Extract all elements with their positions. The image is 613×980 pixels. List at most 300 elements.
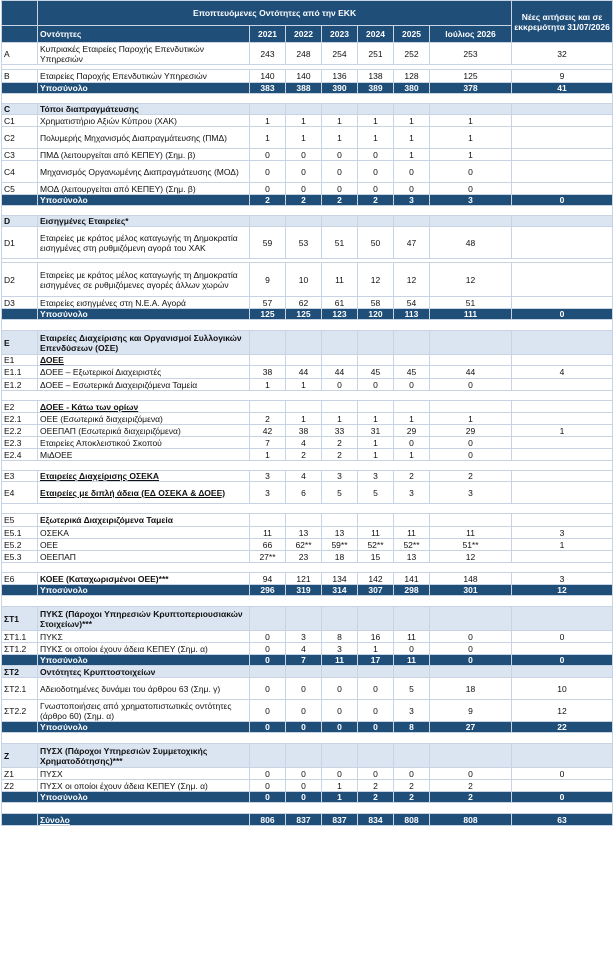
row-label: ΔΟΕΕ – Εξωτερικοί Διαχειριστές xyxy=(38,366,250,379)
row-code: E3 xyxy=(2,471,38,482)
year-value: 3 xyxy=(250,471,286,482)
row-label: Υποσύνολο xyxy=(38,792,250,803)
row-code: E5 xyxy=(2,514,38,527)
new-applications-value xyxy=(512,331,613,355)
year-value: 252 xyxy=(394,43,430,65)
year-value: 0 xyxy=(358,678,394,700)
year-value: 2 xyxy=(358,780,394,792)
row-label: Εισηγμένες Εταιρείες* xyxy=(38,216,250,227)
row-label: ΠΥΚΣ (Πάροχοι Υπηρεσιών Κρυπτοπεριουσιακών Στοιχείων)*** xyxy=(38,607,250,631)
row-code: E2.2 xyxy=(2,425,38,437)
year-value: 1 xyxy=(322,115,358,127)
year-value xyxy=(250,514,286,527)
row-code: C2 xyxy=(2,127,38,149)
year-value: 0 xyxy=(286,183,322,195)
year-value: 2 xyxy=(286,449,322,461)
year-value xyxy=(430,744,512,768)
year-value: 0 xyxy=(286,722,322,733)
row-label: ΟΣΕΚΑ xyxy=(38,527,250,539)
row-code: E4 xyxy=(2,482,38,504)
row-label: Υποσύνολο xyxy=(38,83,250,94)
year-value: 0 xyxy=(358,700,394,722)
year-value: 0 xyxy=(250,149,286,161)
year-value: 15 xyxy=(358,551,394,563)
table-row xyxy=(2,149,613,161)
table-row xyxy=(2,366,613,379)
year-value xyxy=(250,104,286,115)
year-value: 1 xyxy=(394,449,430,461)
year-value xyxy=(430,401,512,413)
year-value: 1 xyxy=(358,643,394,655)
row-code: E5.3 xyxy=(2,551,38,563)
row-code: E2.1 xyxy=(2,413,38,425)
year-header: 2021 xyxy=(250,26,286,43)
row-code: C1 xyxy=(2,115,38,127)
row-code: E2 xyxy=(2,401,38,413)
new-applications-value: 1 xyxy=(512,425,613,437)
year-header: 2023 xyxy=(322,26,358,43)
row-label: Εξωτερικά Διαχειριζόμενα Ταμεία xyxy=(38,514,250,527)
section-row xyxy=(2,216,613,227)
table-row xyxy=(2,425,613,437)
year-value: 390 xyxy=(322,83,358,94)
year-value: 38 xyxy=(250,366,286,379)
new-applications-value xyxy=(512,183,613,195)
year-value: 307 xyxy=(358,585,394,596)
year-value xyxy=(250,607,286,631)
year-value: 0 xyxy=(250,183,286,195)
year-value: 1 xyxy=(250,115,286,127)
row-code xyxy=(2,195,38,206)
year-value: 808 xyxy=(430,814,512,826)
table-row xyxy=(2,263,613,297)
row-label: Εταιρείες Διαχείρισης ΟΣΕΚΑ xyxy=(38,471,250,482)
year-value: 1 xyxy=(394,149,430,161)
year-value: 11 xyxy=(358,527,394,539)
year-value: 12 xyxy=(430,551,512,563)
year-value: 52** xyxy=(394,539,430,551)
new-applications-value xyxy=(512,401,613,413)
year-value: 44 xyxy=(430,366,512,379)
year-value xyxy=(322,331,358,355)
table-row xyxy=(2,449,613,461)
row-label: Υποσύνολο xyxy=(38,585,250,596)
new-applications-value: 0 xyxy=(512,768,613,780)
year-value: 1 xyxy=(286,413,322,425)
row-label: Υποσύνολο xyxy=(38,195,250,206)
new-applications-value xyxy=(512,115,613,127)
year-value: 0 xyxy=(430,655,512,666)
year-value: 0 xyxy=(286,700,322,722)
table-row xyxy=(2,527,613,539)
year-value: 11 xyxy=(394,655,430,666)
row-label: ΠΥΚΣ xyxy=(38,631,250,643)
row-label: Οντότητες Κρυπτοστοιχείων xyxy=(38,666,250,678)
year-value: 0 xyxy=(250,780,286,792)
year-value xyxy=(358,355,394,366)
year-value: 0 xyxy=(322,678,358,700)
year-value xyxy=(286,666,322,678)
group-title: Εποπτευόμενες Οντότητες από την ΕΚΚ xyxy=(38,1,512,26)
table-row xyxy=(2,127,613,149)
table-row xyxy=(2,161,613,183)
spacer-cell xyxy=(2,461,613,471)
row-code: E5.1 xyxy=(2,527,38,539)
year-value: 806 xyxy=(250,814,286,826)
row-label: Εταιρείες Αποκλειστικού Σκοπού xyxy=(38,437,250,449)
row-label: ΔΟΕΕ – Εσωτερικά Διαχειριζόμενα Ταμεία xyxy=(38,379,250,391)
year-value: 0 xyxy=(286,678,322,700)
row-label: Κυπριακές Εταιρείες Παροχής Επενδυτικών Υπηρεσιών xyxy=(38,43,250,65)
year-value xyxy=(358,216,394,227)
row-code: B xyxy=(2,70,38,83)
new-applications-value: 3 xyxy=(512,527,613,539)
subtotal-row xyxy=(2,83,613,94)
subtotal-row xyxy=(2,655,613,666)
spacer-row xyxy=(2,596,613,607)
year-value: 59 xyxy=(250,227,286,259)
year-value: 29 xyxy=(430,425,512,437)
table-row xyxy=(2,482,613,504)
year-value: 0 xyxy=(394,768,430,780)
year-value: 50 xyxy=(358,227,394,259)
year-value: 0 xyxy=(394,437,430,449)
year-value: 383 xyxy=(250,83,286,94)
year-value xyxy=(394,514,430,527)
spacer-cell xyxy=(2,391,613,401)
year-value: 837 xyxy=(286,814,322,826)
year-value: 1 xyxy=(322,127,358,149)
year-value: 51** xyxy=(430,539,512,551)
year-value xyxy=(358,401,394,413)
table-row xyxy=(2,643,613,655)
year-value: 0 xyxy=(250,161,286,183)
year-value: 94 xyxy=(250,573,286,585)
year-value xyxy=(394,607,430,631)
row-code: Z xyxy=(2,744,38,768)
new-applications-value xyxy=(512,227,613,259)
row-code xyxy=(2,722,38,733)
row-label: Τόποι διαπραγμάτευσης xyxy=(38,104,250,115)
year-value: 45 xyxy=(394,366,430,379)
year-value: 0 xyxy=(250,631,286,643)
year-value: 44 xyxy=(322,366,358,379)
row-label: Υποσύνολο xyxy=(38,309,250,320)
year-value: 0 xyxy=(322,722,358,733)
row-label: ΠΥΚΣ οι οποίοι έχουν άδεια ΚΕΠΕΥ (Σημ. α) xyxy=(38,643,250,655)
supervised-entities-table xyxy=(1,0,613,826)
year-value xyxy=(394,104,430,115)
row-code: E1.1 xyxy=(2,366,38,379)
row-label: ΠΥΣΧ (Πάροχοι Υπηρεσιών Συμμετοχικής Χρηματοδότησης)*** xyxy=(38,744,250,768)
year-value: 1 xyxy=(430,149,512,161)
new-applications-value xyxy=(512,104,613,115)
year-value: 57 xyxy=(250,297,286,309)
year-value: 61 xyxy=(322,297,358,309)
row-code: ΣΤ1 xyxy=(2,607,38,631)
table-row xyxy=(2,413,613,425)
year-header: 2025 xyxy=(394,26,430,43)
new-applications-value xyxy=(512,471,613,482)
year-value: 111 xyxy=(430,309,512,320)
year-value: 0 xyxy=(322,161,358,183)
year-value: 3 xyxy=(322,471,358,482)
year-value: 0 xyxy=(286,792,322,803)
year-header: 2022 xyxy=(286,26,322,43)
year-value xyxy=(250,216,286,227)
section-row xyxy=(2,104,613,115)
year-value: 134 xyxy=(322,573,358,585)
row-code: ΣΤ1.1 xyxy=(2,631,38,643)
year-value: 7 xyxy=(250,437,286,449)
year-value xyxy=(358,331,394,355)
year-value: 1 xyxy=(430,115,512,127)
year-value: 38 xyxy=(286,425,322,437)
year-value: 319 xyxy=(286,585,322,596)
new-applications-value xyxy=(512,744,613,768)
table-row xyxy=(2,631,613,643)
year-value: 2 xyxy=(250,195,286,206)
year-value: 0 xyxy=(358,768,394,780)
year-value: 10 xyxy=(286,263,322,297)
spacer-cell xyxy=(2,803,613,814)
year-value: 2 xyxy=(430,792,512,803)
year-value: 62** xyxy=(286,539,322,551)
year-value: 2 xyxy=(394,471,430,482)
year-value: 13 xyxy=(286,527,322,539)
year-value: 12 xyxy=(358,263,394,297)
year-value: 4 xyxy=(286,471,322,482)
new-applications-value xyxy=(512,297,613,309)
year-value: 4 xyxy=(286,437,322,449)
new-applications-value xyxy=(512,149,613,161)
year-value xyxy=(286,514,322,527)
year-value xyxy=(250,331,286,355)
table-row xyxy=(2,551,613,563)
row-label: ΟΕΕΠΑΠ (Εσωτερικά διαχειριζόμενα) xyxy=(38,425,250,437)
year-header: Ιούλιος 2026 xyxy=(430,26,512,43)
year-value xyxy=(430,104,512,115)
row-code: D xyxy=(2,216,38,227)
year-value: 0 xyxy=(358,149,394,161)
year-value: 18 xyxy=(322,551,358,563)
year-value xyxy=(394,355,430,366)
year-value: 7 xyxy=(286,655,322,666)
row-code: ΣΤ2.1 xyxy=(2,678,38,700)
year-value xyxy=(358,607,394,631)
year-header: 2024 xyxy=(358,26,394,43)
year-value: 3 xyxy=(430,482,512,504)
year-value: 1 xyxy=(430,413,512,425)
spacer-row xyxy=(2,391,613,401)
year-value xyxy=(430,666,512,678)
new-applications-value xyxy=(512,437,613,449)
new-applications-value: 0 xyxy=(512,309,613,320)
year-value: 2 xyxy=(322,449,358,461)
year-value: 140 xyxy=(250,70,286,83)
year-value: 66 xyxy=(250,539,286,551)
year-value xyxy=(394,331,430,355)
year-value: 0 xyxy=(286,780,322,792)
year-value: 2 xyxy=(322,437,358,449)
year-value: 54 xyxy=(394,297,430,309)
year-value xyxy=(322,744,358,768)
year-value: 1 xyxy=(322,792,358,803)
year-value: 33 xyxy=(322,425,358,437)
new-applications-value xyxy=(512,643,613,655)
row-label: Σύνολο xyxy=(38,814,250,826)
row-code: E5.2 xyxy=(2,539,38,551)
year-value: 0 xyxy=(250,655,286,666)
year-value: 140 xyxy=(286,70,322,83)
row-code: A xyxy=(2,43,38,65)
year-value: 1 xyxy=(286,115,322,127)
year-value: 3 xyxy=(322,643,358,655)
year-value: 1 xyxy=(394,115,430,127)
new-applications-value: 10 xyxy=(512,678,613,700)
year-value xyxy=(286,216,322,227)
year-value: 0 xyxy=(394,183,430,195)
year-value: 136 xyxy=(322,70,358,83)
year-value: 2 xyxy=(358,195,394,206)
year-value xyxy=(358,514,394,527)
table-row xyxy=(2,514,613,527)
year-value: 1 xyxy=(358,115,394,127)
year-value xyxy=(322,514,358,527)
row-label: Γνωστοποιήσεις από χρηματοπιστωτικές οντότητες (άρθρο 60) (Σημ. α) xyxy=(38,700,250,722)
header-corner-cell xyxy=(2,1,38,26)
new-applications-value xyxy=(512,355,613,366)
year-value: 0 xyxy=(322,768,358,780)
row-label: ΠΥΣΧ xyxy=(38,768,250,780)
year-value: 3 xyxy=(358,471,394,482)
spacer-row xyxy=(2,803,613,814)
year-value: 27 xyxy=(430,722,512,733)
spacer-cell xyxy=(2,596,613,607)
row-label: ΟΕΕ (Εσωτερικά διαχειριζόμενα) xyxy=(38,413,250,425)
year-value: 9 xyxy=(250,263,286,297)
year-value xyxy=(250,355,286,366)
year-value: 53 xyxy=(286,227,322,259)
year-value: 47 xyxy=(394,227,430,259)
year-value: 0 xyxy=(430,631,512,643)
year-value: 0 xyxy=(286,768,322,780)
new-applications-value xyxy=(512,607,613,631)
year-value: 0 xyxy=(430,183,512,195)
row-label: ΜΟΔ (λειτουργείται από ΚΕΠΕΥ) (Σημ. β) xyxy=(38,183,250,195)
year-value: 3 xyxy=(394,700,430,722)
year-value: 48 xyxy=(430,227,512,259)
row-label: Εταιρείες με διπλή άδεια (ΕΔ ΟΣΕΚΑ & ΔΟΕΕ) xyxy=(38,482,250,504)
table-row xyxy=(2,471,613,482)
year-value: 0 xyxy=(394,379,430,391)
year-value: 1 xyxy=(358,127,394,149)
year-value: 0 xyxy=(358,379,394,391)
year-value xyxy=(286,331,322,355)
year-value xyxy=(322,104,358,115)
subtotal-row xyxy=(2,792,613,803)
year-value: 837 xyxy=(322,814,358,826)
row-code xyxy=(2,83,38,94)
year-value: 243 xyxy=(250,43,286,65)
year-value: 1 xyxy=(322,780,358,792)
section-row xyxy=(2,666,613,678)
year-value: 251 xyxy=(358,43,394,65)
year-value xyxy=(322,607,358,631)
new-applications-value xyxy=(512,216,613,227)
year-value: 0 xyxy=(430,768,512,780)
new-applications-value xyxy=(512,413,613,425)
row-code: E6 xyxy=(2,573,38,585)
spacer-cell xyxy=(2,94,613,104)
year-value: 1 xyxy=(250,379,286,391)
spacer-cell xyxy=(2,733,613,744)
row-label: Εταιρείες Διαχείρισης και Οργανισμοί Συλλογικών Επενδύσεων (ΟΣΕ) xyxy=(38,331,250,355)
year-value: 808 xyxy=(394,814,430,826)
table-row xyxy=(2,43,613,65)
year-value xyxy=(250,401,286,413)
year-value xyxy=(286,104,322,115)
year-value: 120 xyxy=(358,309,394,320)
table-row xyxy=(2,768,613,780)
year-value xyxy=(358,744,394,768)
year-value: 0 xyxy=(430,161,512,183)
year-value xyxy=(322,666,358,678)
row-code: E2.4 xyxy=(2,449,38,461)
year-value: 1 xyxy=(286,379,322,391)
new-applications-value xyxy=(512,514,613,527)
new-applications-value: 0 xyxy=(512,792,613,803)
spacer-cell xyxy=(2,504,613,514)
spacer-row xyxy=(2,504,613,514)
new-applications-value: 0 xyxy=(512,195,613,206)
year-value: 1 xyxy=(394,413,430,425)
year-value: 1 xyxy=(250,127,286,149)
year-value: 2 xyxy=(394,792,430,803)
year-value: 0 xyxy=(322,379,358,391)
year-value: 23 xyxy=(286,551,322,563)
row-code: E1.2 xyxy=(2,379,38,391)
row-code: D1 xyxy=(2,227,38,259)
table-row xyxy=(2,70,613,83)
new-applications-value xyxy=(512,127,613,149)
year-value: 301 xyxy=(430,585,512,596)
year-value: 11 xyxy=(394,631,430,643)
year-value: 0 xyxy=(430,379,512,391)
year-value: 113 xyxy=(394,309,430,320)
year-value xyxy=(322,401,358,413)
year-value: 29 xyxy=(394,425,430,437)
new-applications-value: 63 xyxy=(512,814,613,826)
year-value: 5 xyxy=(394,678,430,700)
new-applications-value xyxy=(512,379,613,391)
year-value: 1 xyxy=(358,449,394,461)
year-value xyxy=(322,216,358,227)
row-label: Χρηματιστήριο Αξιών Κύπρου (ΧΑΚ) xyxy=(38,115,250,127)
row-code: ΣΤ2.2 xyxy=(2,700,38,722)
year-value: 314 xyxy=(322,585,358,596)
row-code: C xyxy=(2,104,38,115)
table-row xyxy=(2,700,613,722)
year-value: 0 xyxy=(430,437,512,449)
year-value xyxy=(430,331,512,355)
year-value: 3 xyxy=(286,631,322,643)
row-code: E xyxy=(2,331,38,355)
year-value: 125 xyxy=(286,309,322,320)
row-code xyxy=(2,814,38,826)
year-value: 0 xyxy=(394,643,430,655)
year-value: 42 xyxy=(250,425,286,437)
